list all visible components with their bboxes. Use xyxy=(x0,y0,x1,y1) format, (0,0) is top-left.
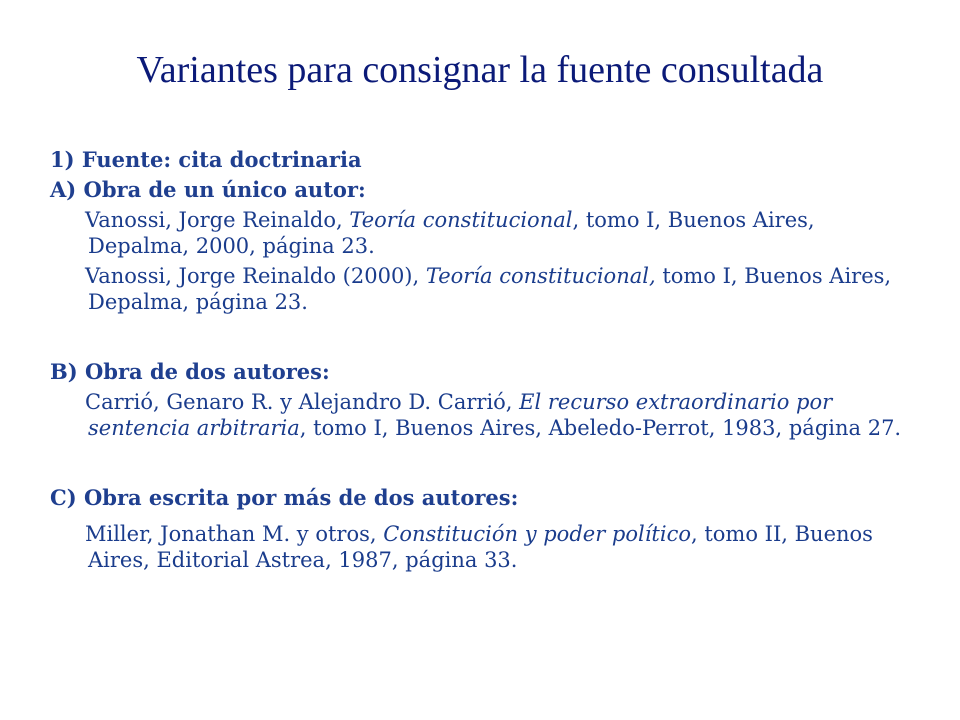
section-a-heading: A) Obra de un único autor: xyxy=(50,177,366,202)
slide-title: Variantes para consignar la fuente consultada xyxy=(136,49,824,91)
section-1-heading: 1) Fuente: cita doctrinaria xyxy=(50,147,362,172)
section-b-heading: B) Obra de dos autores: xyxy=(50,359,330,384)
citation-a-2-details: tomo I, Buenos Aires, Depalma, página 23. xyxy=(88,264,892,314)
citation-a-2-text: Vanossi, Jorge Reinaldo (2000), xyxy=(85,264,426,288)
citation-a-1-text: Vanossi, Jorge Reinaldo, xyxy=(85,208,350,232)
citation-a-1-details: , tomo I, Buenos Aires, Depalma, 2000, página 23. xyxy=(88,208,815,258)
citation-c-title: Constitución y poder político xyxy=(383,522,691,546)
citation-a-1 xyxy=(50,207,910,259)
citation-a-2 xyxy=(50,263,910,315)
slide-content xyxy=(50,145,910,573)
citation-b-text: Carrió, Genaro R. y Alejandro D. Carrió, xyxy=(85,390,520,414)
citation-b xyxy=(50,389,910,441)
section-c-heading: C) Obra escrita por más de dos autores: xyxy=(50,485,519,510)
citation-b-details: , tomo I, Buenos Aires, Abeledo-Perrot, 1983, página 27. xyxy=(299,416,902,440)
citation-c xyxy=(50,521,910,573)
citation-a-2-title: Teoría constitucional, xyxy=(425,264,656,288)
citation-a-1-title: Teoría constitucional xyxy=(349,208,573,232)
spacer xyxy=(50,315,910,357)
citation-b-title: El recurso extraordinario por sentencia arbitraria xyxy=(88,390,833,440)
citation-c-details: , tomo II, Buenos Aires, Editorial Astrea, 1987, página 33. xyxy=(88,522,873,572)
citation-c-text: Miller, Jonathan M. y otros, xyxy=(85,522,384,546)
spacer xyxy=(50,513,910,521)
spacer xyxy=(50,441,910,483)
